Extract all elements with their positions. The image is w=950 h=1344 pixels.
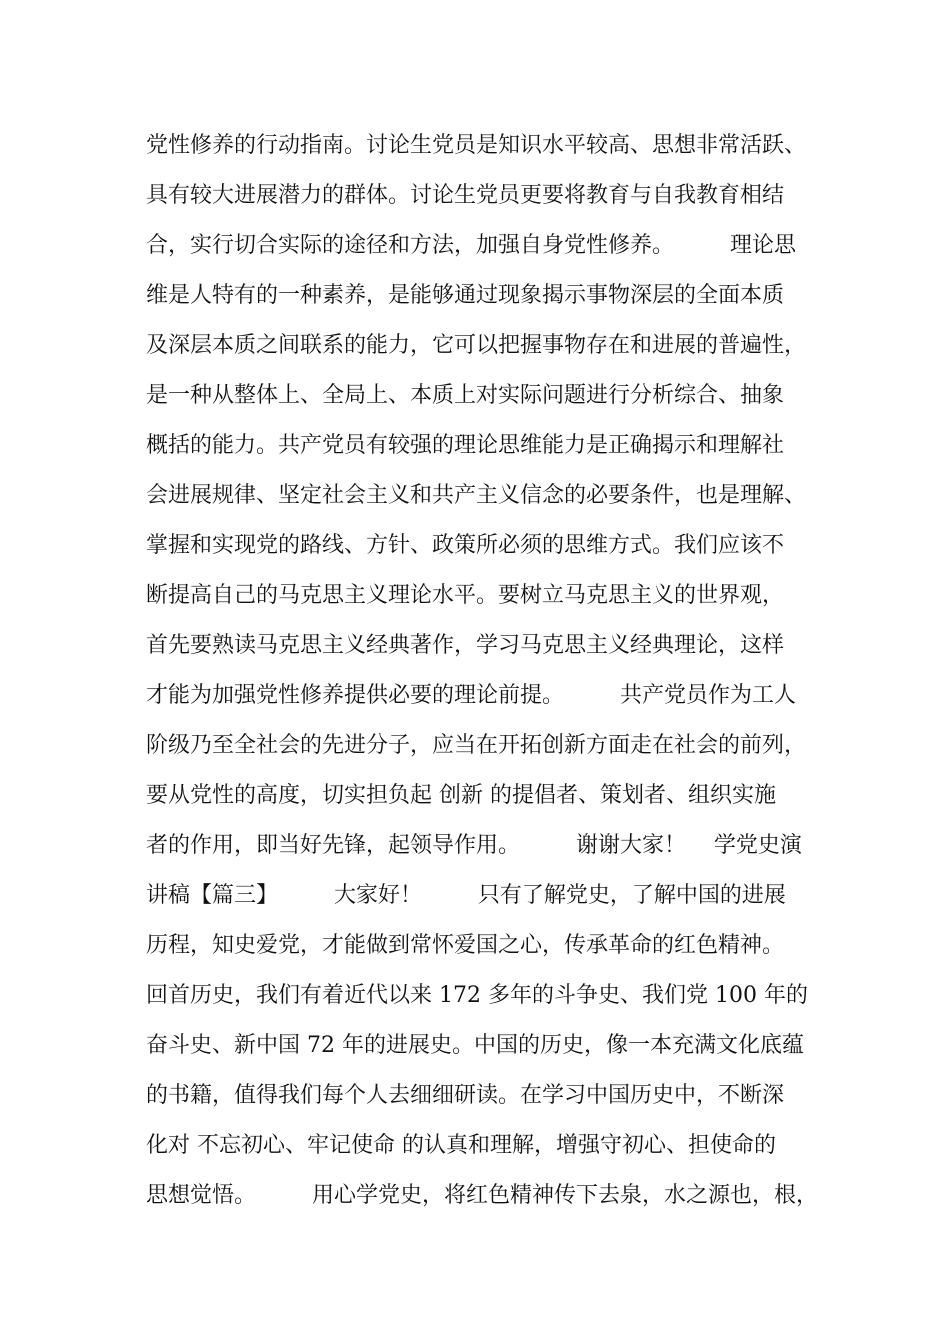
text-line: 党性修养的行动指南。讨论生党员是知识水平较高、思想非常活跃、: [146, 133, 807, 158]
text-line: 具有较大进展潜力的群体。讨论生党员更要将教育与自我教育相结: [146, 183, 785, 208]
text-line: 者的作用，即当好先锋，起领导作用。 谢谢大家！ 学党史演: [146, 833, 802, 858]
body-text: [146, 128, 826, 1228]
text-line: 奋斗史、新中国 72 年的进展史。中国的历史，像一本充满文化底蕴: [146, 1033, 804, 1058]
text-line: 回首历史，我们有着近代以来 172 多年的斗争史、我们党 100 年的: [146, 983, 808, 1008]
text-line: 及深层本质之间联系的能力，它可以把握事物存在和进展的普遍性，: [146, 333, 807, 358]
text-line: 合，实行切合实际的途径和方法，加强自身党性修养。 理论思: [146, 233, 796, 258]
text-line: 历程，知史爱党，才能做到常怀爱国之心，传承革命的红色精神。: [146, 933, 785, 958]
text-line: 才能为加强党性修养提供必要的理论前提。 共产党员作为工人: [146, 683, 796, 708]
text-line: 会进展规律、坚定社会主义和共产主义信念的必要条件，也是理解、: [146, 483, 807, 508]
text-line: 首先要熟读马克思主义经典著作，学习马克思主义经典理论，这样: [146, 633, 785, 658]
text-line: 维是人特有的一种素养，是能够通过现象揭示事物深层的全面本质: [146, 283, 785, 308]
text-line: 掌握和实现党的路线、方针、政策所必须的思维方式。我们应该不: [146, 533, 785, 558]
text-line: 讲稿【篇三】 大家好！ 只有了解党史，了解中国的进展: [146, 883, 786, 908]
text-line: 化对 不忘初心、牢记使命 的认真和理解，增强守初心、担使命的: [146, 1133, 776, 1158]
text-line: 断提高自己的马克思主义理论水平。要树立马克思主义的世界观，: [146, 583, 785, 608]
text-line: 要从党性的高度，切实担负起 创新 的提倡者、策划者、组织实施: [146, 783, 776, 808]
text-line: 阶级乃至全社会的先进分子，应当在开拓创新方面走在社会的前列，: [146, 733, 807, 758]
text-line: 是一种从整体上、全局上、本质上对实际问题进行分析综合、抽象: [146, 383, 785, 408]
text-line: 概括的能力。共产党员有较强的理论思维能力是正确揭示和理解社: [146, 433, 785, 458]
text-line: 的书籍，值得我们每个人去细细研读。在学习中国历史中，不断深: [146, 1083, 785, 1108]
text-line: 思想觉悟。 用心学党史，将红色精神传下去泉，水之源也，根，: [146, 1183, 818, 1208]
